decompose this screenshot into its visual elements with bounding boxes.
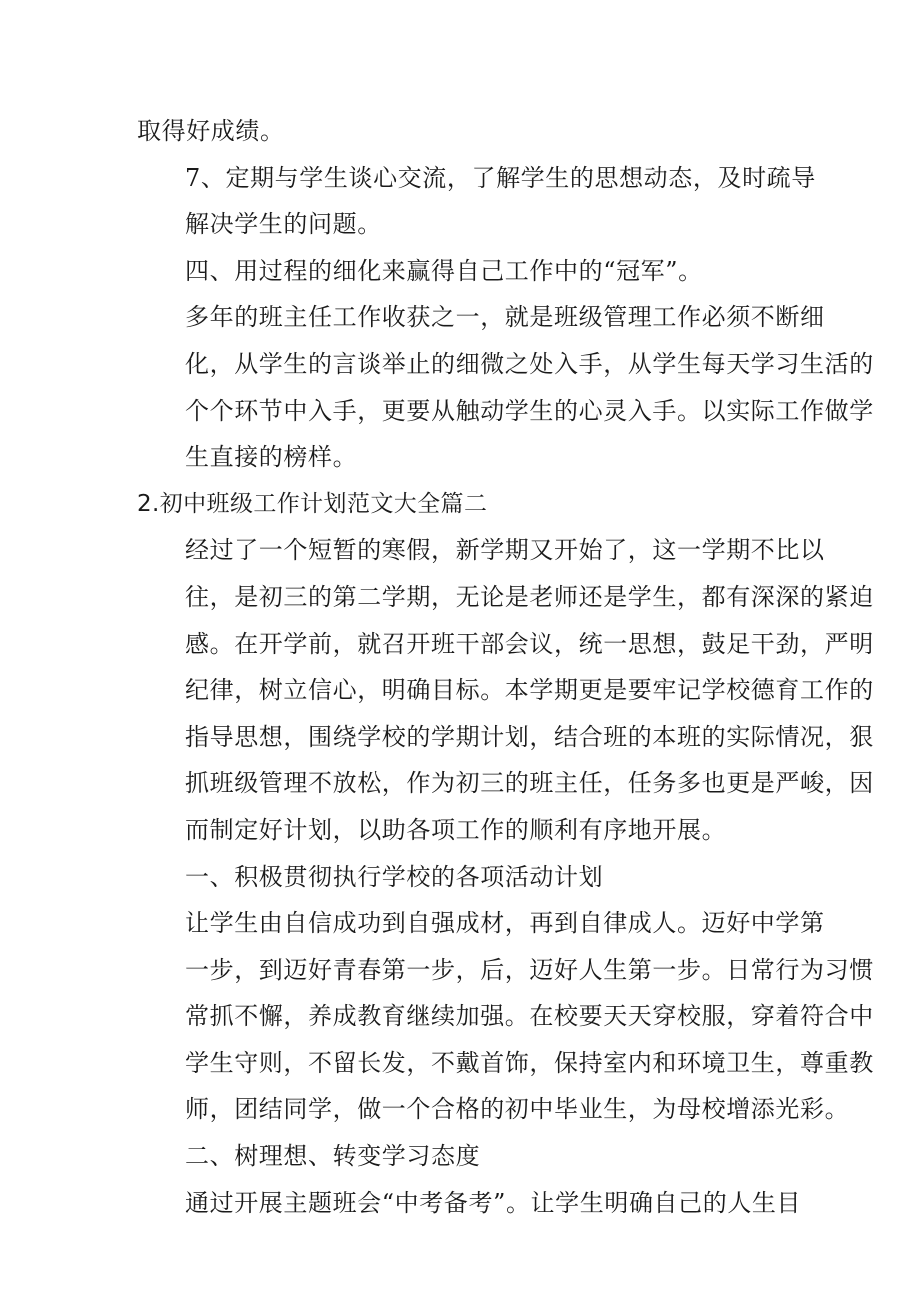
text-line: 学生守则，不留长发，不戴首饰，保持室内和环境卫生，尊重教 <box>185 1048 874 1077</box>
text-line: 指导思想，围绕学校的学期计划，结合班的本班的实际情况，狠 <box>185 722 874 751</box>
text-line: 7、定期与学生谈心交流，了解学生的思想动态，及时疏导 <box>185 163 816 192</box>
text-line: 二、树理想、转变学习态度 <box>185 1142 481 1171</box>
text-line: 常抓不懈，养成教育继续加强。在校要天天穿校服，穿着符合中 <box>185 1002 874 1031</box>
document-body <box>137 108 874 1226</box>
text-line: 师，团结同学，做一个合格的初中毕业生，为母校增添光彩。 <box>185 1095 850 1124</box>
text-line: 一、积极贯彻执行学校的各项活动计划 <box>185 862 604 891</box>
section-heading <box>137 481 787 528</box>
text-line: 而制定好计划，以助各项工作的顺利有序地开展。 <box>185 815 727 844</box>
text-line: 抓班级管理不放松，作为初三的班主任，任务多也更是严峻，因 <box>185 769 874 798</box>
text-line: 解决学生的问题。 <box>185 210 382 239</box>
text-line: 一步，到迈好青春第一步，后，迈好人生第一步。日常行为习惯 <box>185 955 874 984</box>
text-line: 通过开展主题班会“中考备考”。让学生明确自己的人生目 <box>185 1188 802 1217</box>
text-line: 经过了一个短暂的寒假，新学期又开始了，这一学期不比以 <box>185 536 825 565</box>
paragraph <box>137 108 787 155</box>
paragraph <box>137 248 787 295</box>
paragraph <box>137 900 874 1133</box>
text-line: 2.初中班级工作计划范文大全篇二 <box>137 490 488 517</box>
text-line: 生直接的榜样。 <box>185 443 358 472</box>
paragraph <box>137 294 874 480</box>
text-line: 往，是初三的第二学期，无论是老师还是学生，都有深深的紧迫 <box>185 582 874 611</box>
text-line: 取得好成绩。 <box>137 117 285 145</box>
text-line: 纪律，树立信心，明确目标。本学期更是要牢记学校德育工作的 <box>185 676 874 705</box>
paragraph <box>137 527 874 853</box>
paragraph <box>137 1180 802 1227</box>
text-line: 化，从学生的言谈举止的细微之处入手，从学生每天学习生活的 <box>185 349 874 378</box>
text-line: 多年的班主任工作收获之一，就是班级管理工作必须不断细 <box>185 303 825 332</box>
paragraph <box>137 1133 787 1180</box>
paragraph <box>137 854 787 901</box>
text-line: 感。在开学前，就召开班干部会议，统一思想，鼓足干劲，严明 <box>185 629 874 658</box>
text-line: 四、用过程的细化来赢得自己工作中的“冠军”。 <box>185 256 703 285</box>
text-line: 个个环节中入手，更要从触动学生的心灵入手。以实际工作做学 <box>185 396 874 425</box>
paragraph <box>137 155 816 248</box>
text-line: 让学生由自信成功到自强成材，再到自律成人。迈好中学第 <box>185 909 825 938</box>
